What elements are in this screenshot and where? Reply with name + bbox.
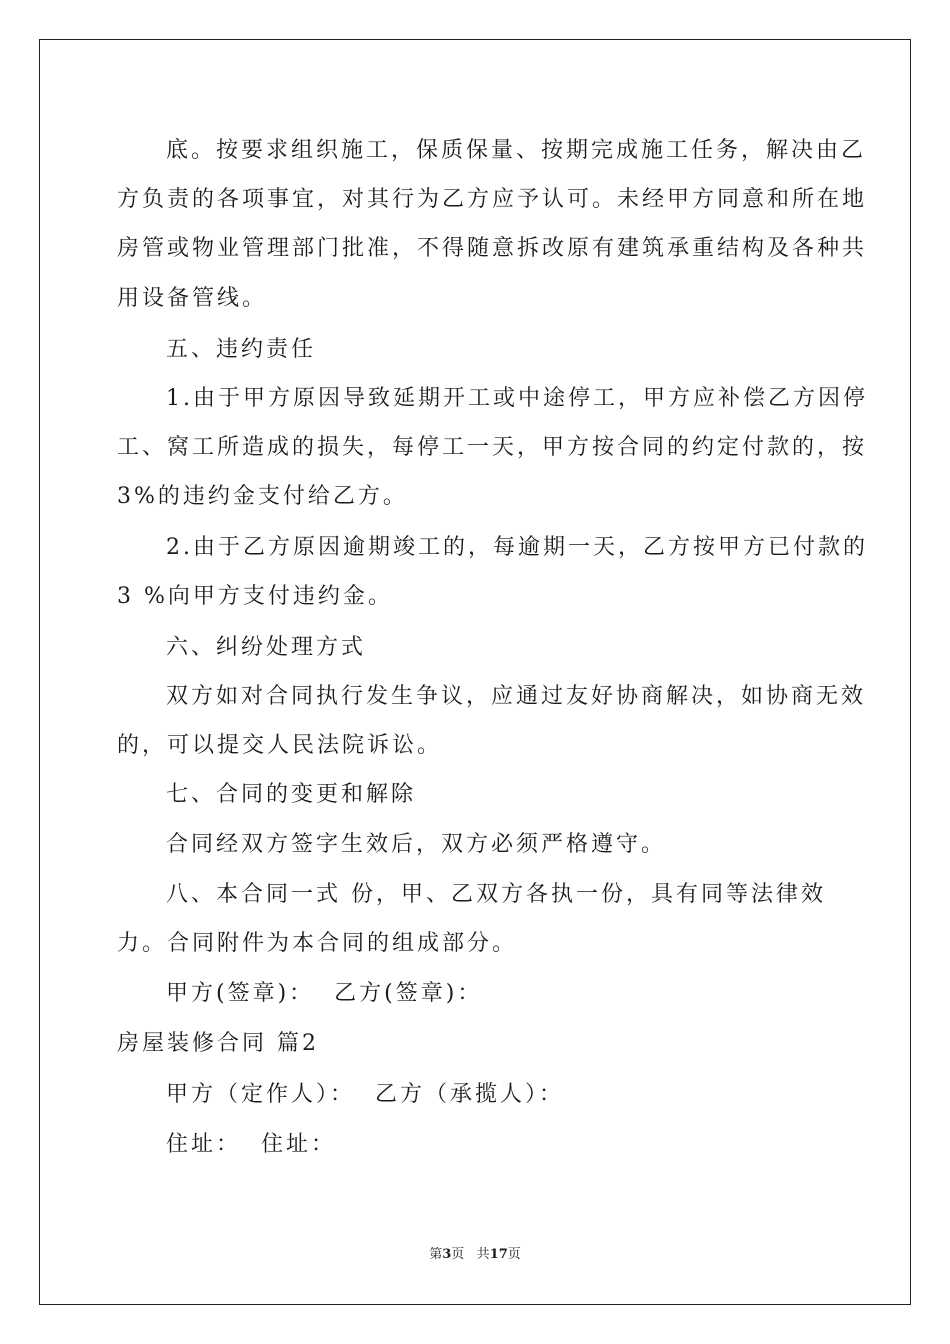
page-prefix: 第 xyxy=(429,1247,443,1262)
paragraph-line: 3 %向甲方支付违约金。 xyxy=(117,584,393,609)
paragraph-line: 八、本合同一式 份，甲、乙双方各执一份，具有同等法律效 xyxy=(166,882,826,907)
current-page-number: 3 xyxy=(442,1247,452,1262)
page-suffix: 页 xyxy=(451,1247,465,1262)
paragraph-line: 用设备管线。 xyxy=(117,286,268,311)
section-heading: 六、纠纷处理方式 xyxy=(166,635,367,660)
section-heading: 五、违约责任 xyxy=(166,337,317,362)
page-footer xyxy=(0,1246,950,1264)
paragraph-line: 3%的违约金支付给乙方。 xyxy=(117,484,408,509)
paragraph-line: 1.由于甲方原因导致延期开工或中途停工，甲方应补偿乙方因停 xyxy=(166,386,868,411)
paragraph-line: 底。按要求组织施工，保质保量、按期完成施工任务，解决由乙 xyxy=(166,138,867,163)
paragraph-line: 房管或物业管理部门批准，不得随意拆改原有建筑承重结构及各种共 xyxy=(117,236,868,261)
paragraph-line: 工、窝工所造成的损失，每停工一天，甲方按合同的约定付款的，按 xyxy=(117,435,868,460)
section-heading: 七、合同的变更和解除 xyxy=(166,782,417,807)
total-page-count: 17 xyxy=(489,1247,508,1262)
paragraph-line: 方负责的各项事宜，对其行为乙方应予认可。未经甲方同意和所在地 xyxy=(117,187,868,212)
article-title: 房屋装修合同 篇2 xyxy=(117,1031,319,1056)
paragraph-line: 双方如对合同执行发生争议，应通过友好协商解决，如协商无效 xyxy=(166,684,867,709)
total-suffix: 页 xyxy=(507,1247,521,1262)
party-line: 甲方（定作人）： 乙方（承揽人）： xyxy=(166,1082,564,1107)
address-line: 住址： 住址： xyxy=(166,1132,336,1157)
signature-line: 甲方(签章)： 乙方(签章)： xyxy=(166,981,483,1006)
paragraph-line: 合同经双方签字生效后，双方必须严格遵守。 xyxy=(166,832,667,857)
page-border xyxy=(39,39,911,1305)
paragraph-line: 力。合同附件为本合同的组成部分。 xyxy=(117,931,518,956)
paragraph-line: 2.由于乙方原因逾期竣工的，每逾期一天，乙方按甲方已付款的 xyxy=(166,535,868,560)
paragraph-line: 的，可以提交人民法院诉讼。 xyxy=(117,733,443,758)
total-prefix: 共 xyxy=(476,1247,490,1262)
